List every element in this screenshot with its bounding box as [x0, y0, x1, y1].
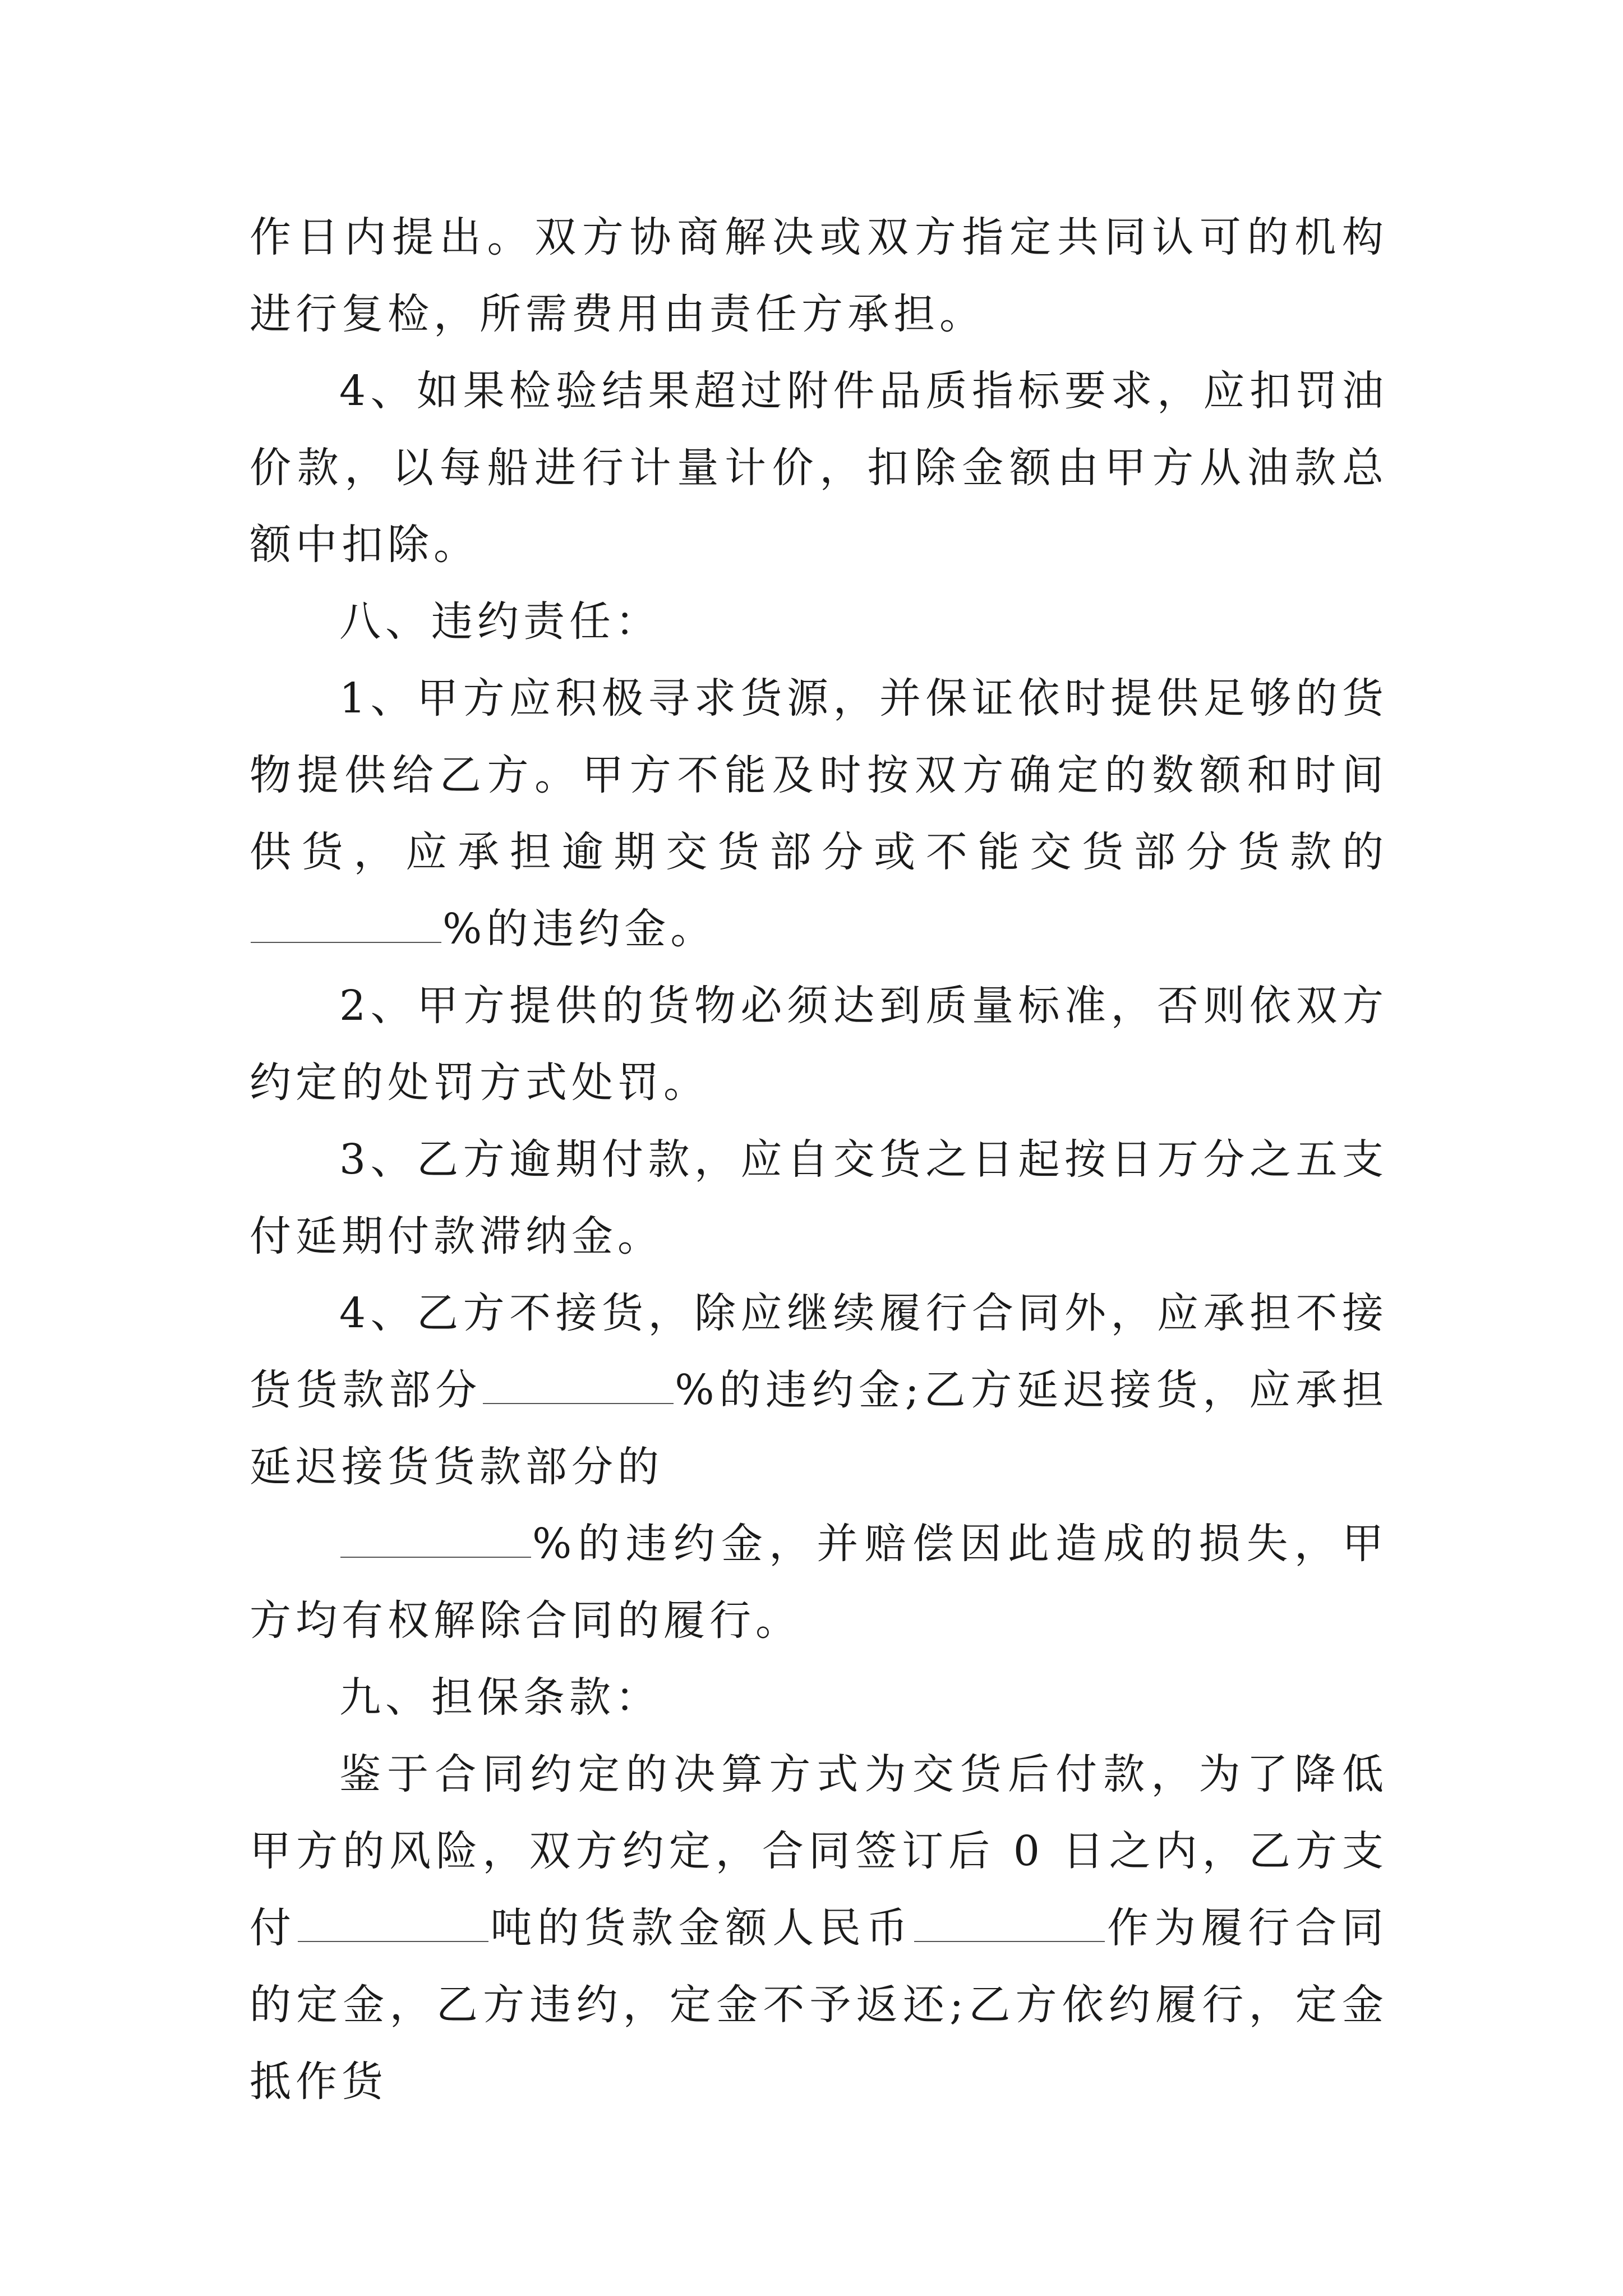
paragraph-text: 吨的货款金额人民币 — [489, 1904, 914, 1952]
paragraph-deduction: 4、如果检验结果超过附件品质指标要求，应扣罚油价款，以每船进行计量计价，扣除金额由甲方从油款总额中扣除。 — [250, 367, 1388, 569]
paragraph-text: 4、乙方不接货，除应继续履行合同外，应承担不接货货款部分 — [250, 1289, 1388, 1414]
section-heading-liability: 八、违约责任： — [339, 597, 661, 646]
paragraph-text: %的违约金，并赔偿因此造成的损失，甲方均有权解除合同的履行。 — [250, 1520, 1388, 1645]
fill-in-blank — [298, 1907, 488, 1942]
document-body — [250, 199, 1388, 2120]
paragraph-quality-standard: 2、甲方提供的货物必须达到质量标准，否则依双方约定的处罚方式处罚。 — [250, 982, 1388, 1107]
paragraph-late-payment: 3、乙方逾期付款，应自交货之日起按日万分之五支付延期付款滞纳金。 — [250, 1135, 1388, 1260]
paragraph-refuse-delivery — [250, 1275, 1388, 1506]
fill-in-blank — [251, 908, 441, 943]
paragraph-text: %的违约金。 — [442, 905, 717, 953]
fill-in-blank — [340, 1523, 531, 1558]
paragraph-deposit — [250, 1736, 1388, 2120]
fill-in-blank — [483, 1369, 674, 1404]
paragraph-delay-penalty — [250, 1506, 1388, 1659]
paragraph-recheck: 作日内提出。双方协商解决或双方指定共同认可的机构进行复检，所需费用由责任方承担。 — [250, 213, 1388, 338]
paragraph-text: %的违约金;乙方延迟接货，应承担延迟接货货款部分的 — [250, 1366, 1388, 1491]
paragraph-supply-obligation — [250, 660, 1388, 968]
paragraph-text: 鉴于合同约定的决算方式为交货后付款，为了降低甲方的风险，双方约定，合同签订后 0 日之内，乙方支付 — [250, 1750, 1388, 1952]
fill-in-blank — [914, 1907, 1105, 1942]
paragraph-text: 作为履行合同的定金，乙方违约，定金不予返还;乙方依约履行，定金抵作货 — [250, 1904, 1389, 2106]
section-heading-guarantee: 九、担保条款： — [339, 1673, 661, 1722]
paragraph-text: 1、甲方应积极寻求货源，并保证依时提供足够的货物提供给乙方。甲方不能及时按双方确定的数额和时间供货，应承担逾期交货部分或不能交货部分货款的 — [250, 674, 1388, 876]
